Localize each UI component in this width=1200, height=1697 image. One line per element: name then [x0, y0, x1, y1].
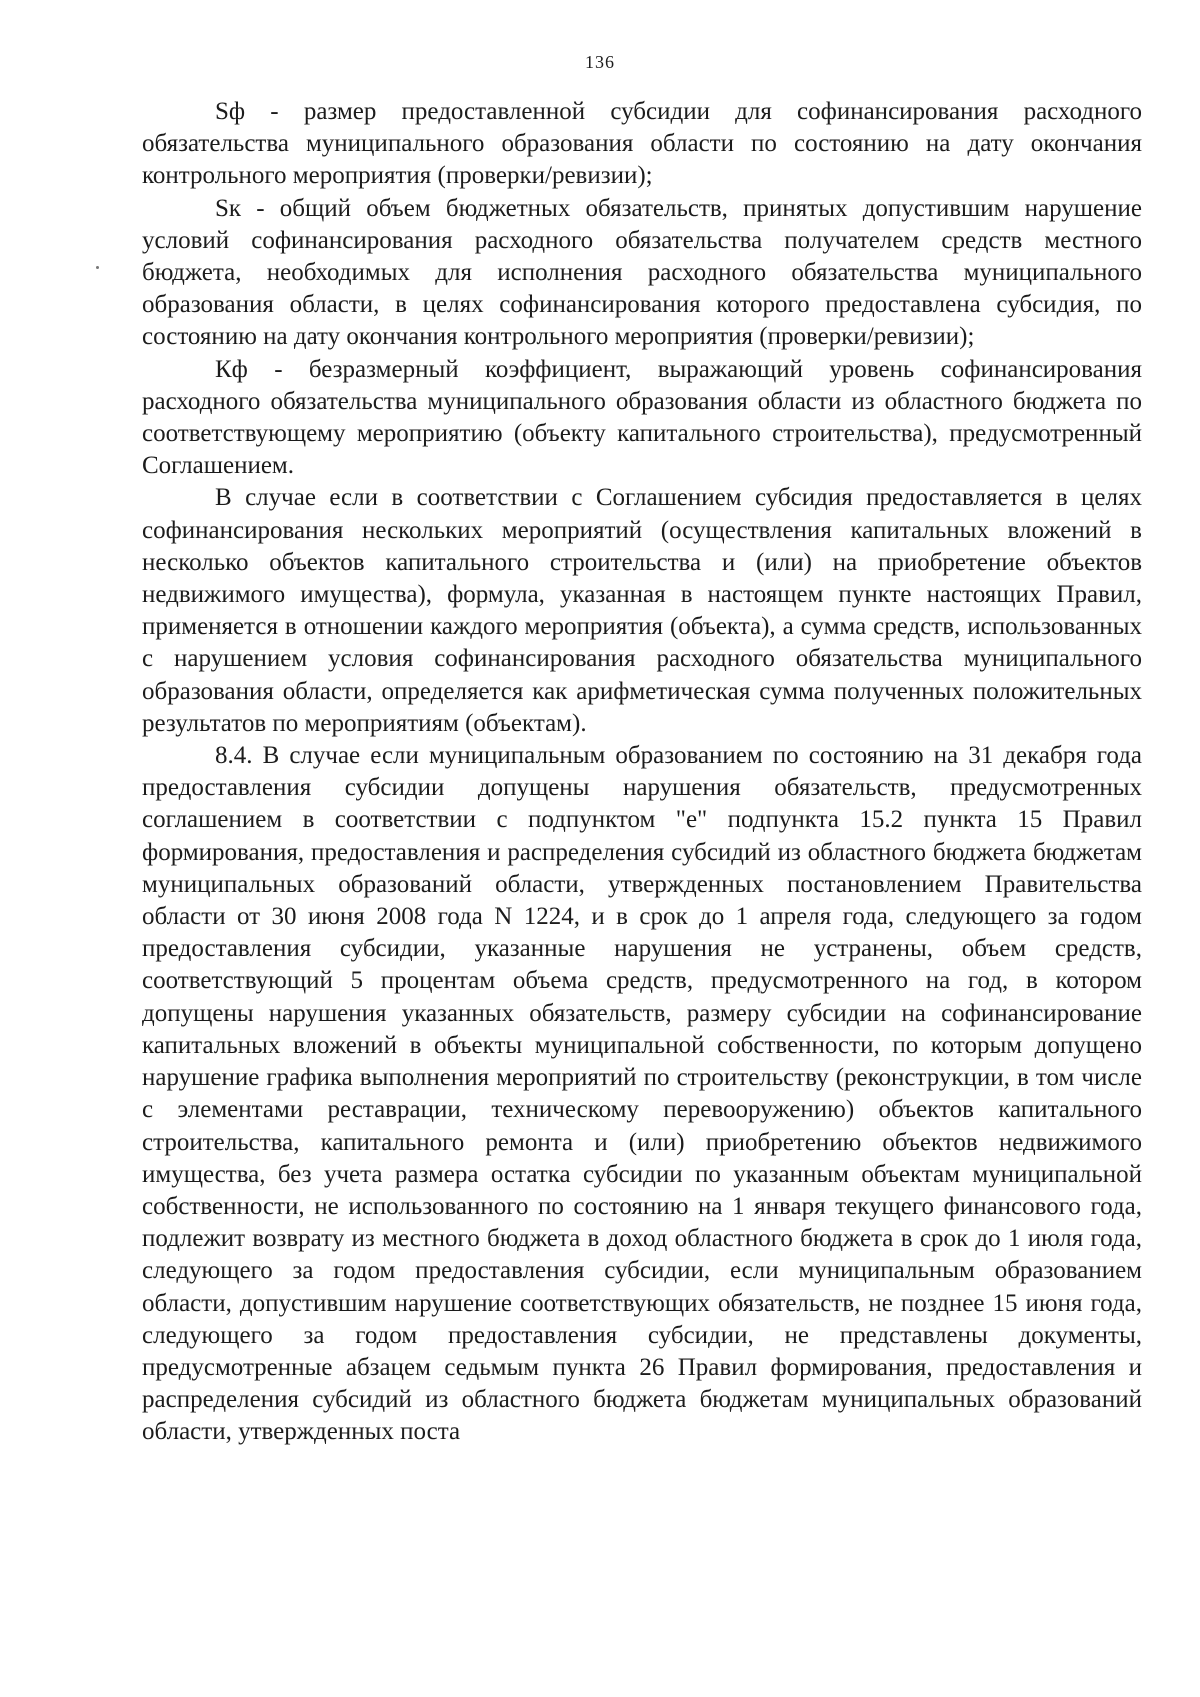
paragraph-sf-definition: Sф - размер предоставленной субсидии для софинансирования расходного обязательства муниципального образования области по состоянию на дату окончания контрольного мероприятия (проверки/ревизии);	[142, 98, 1142, 190]
scan-artifact-dot	[96, 266, 99, 269]
paragraph-sk-definition: Sк - общий объем бюджетных обязательств, принятых допустившим нарушение условий софинансирования расходного обязательства получателем средств местного бюджета, необходимых для исполнения расходного обязательства муниципального образования области, в целях софинансирования которого предоставлена субсидия, по состоянию на дату окончания контрольного мероприятия (проверки/ревизии);	[142, 194, 1142, 351]
paragraph-multiple-measures: В случае если в соответствии с Соглашением субсидия предоставляется в целях софинансирования нескольких мероприятий (осуществления капитальных вложений в несколько объектов капитального строительства и (или) на приобретение объектов недвижимого имущества), формула, указанная в настоящем пункте настоящих Правил, применяется в отношении каждого мероприятия (объекта), а сумма средств, использованных с нарушением условия софинансирования расходного обязательства муниципального образования области, определяется как арифметическая сумма полученных положительных результатов по мероприятиям (объектам).	[142, 484, 1142, 737]
paragraph-kf-definition: Кф - безразмерный коэффициент, выражающий уровень софинансирования расходного обязательства муниципального образования области из областного бюджета по соответствующему мероприятию (объекту капитального строительства), предусмотренный Соглашением.	[142, 355, 1142, 480]
document-body	[142, 96, 1142, 1449]
page-number: 136	[585, 52, 615, 72]
paragraph-clause-8-4: 8.4. В случае если муниципальным образованием по состоянию на 31 декабря года предоставления субсидии допущены нарушения обязательств, предусмотренных соглашением в соответствии с подпунктом "е" подпункта 15.2 пункта 15 Правил формирования, предоставления и распределения субсидий из областного бюджета бюджетам муниципальных образований области, утвержденных постановлением Правительства области от 30 июня 2008 года N 1224, и в срок до 1 апреля года, следующего за годом предоставления субсидии, указанные нарушения не устранены, объем средств, соответствующий 5 процентам объема средств, предусмотренного на год, в котором допущены нарушения указанных обязательств, размеру субсидии на софинансирование капитальных вложений в объекты муниципальной собственности, по которым допущено нарушение графика выполнения мероприятий по строительству (реконструкции, в том числе с элементами реставрации, техническому перевооружению) объектов капитального строительства, капитального ремонта и (или) приобретению объектов недвижимого имущества, без учета размера остатка субсидии по указанным объектам муниципальной собственности, не использованного по состоянию на 1 января текущего финансового года, подлежит возврату из местного бюджета в доход областного бюджета в срок до 1 июля года, следующего за годом предоставления субсидии, если муниципальным образованием области, допустившим нарушение соответствующих обязательств, не позднее 15 июня года, следующего за годом предоставления субсидии, не представлены документы, предусмотренные абзацем седьмым пункта 26 Правил формирования, предоставления и распределения субсидий из областного бюджета бюджетам муниципальных образований области, утвержденных поста	[142, 742, 1142, 1446]
